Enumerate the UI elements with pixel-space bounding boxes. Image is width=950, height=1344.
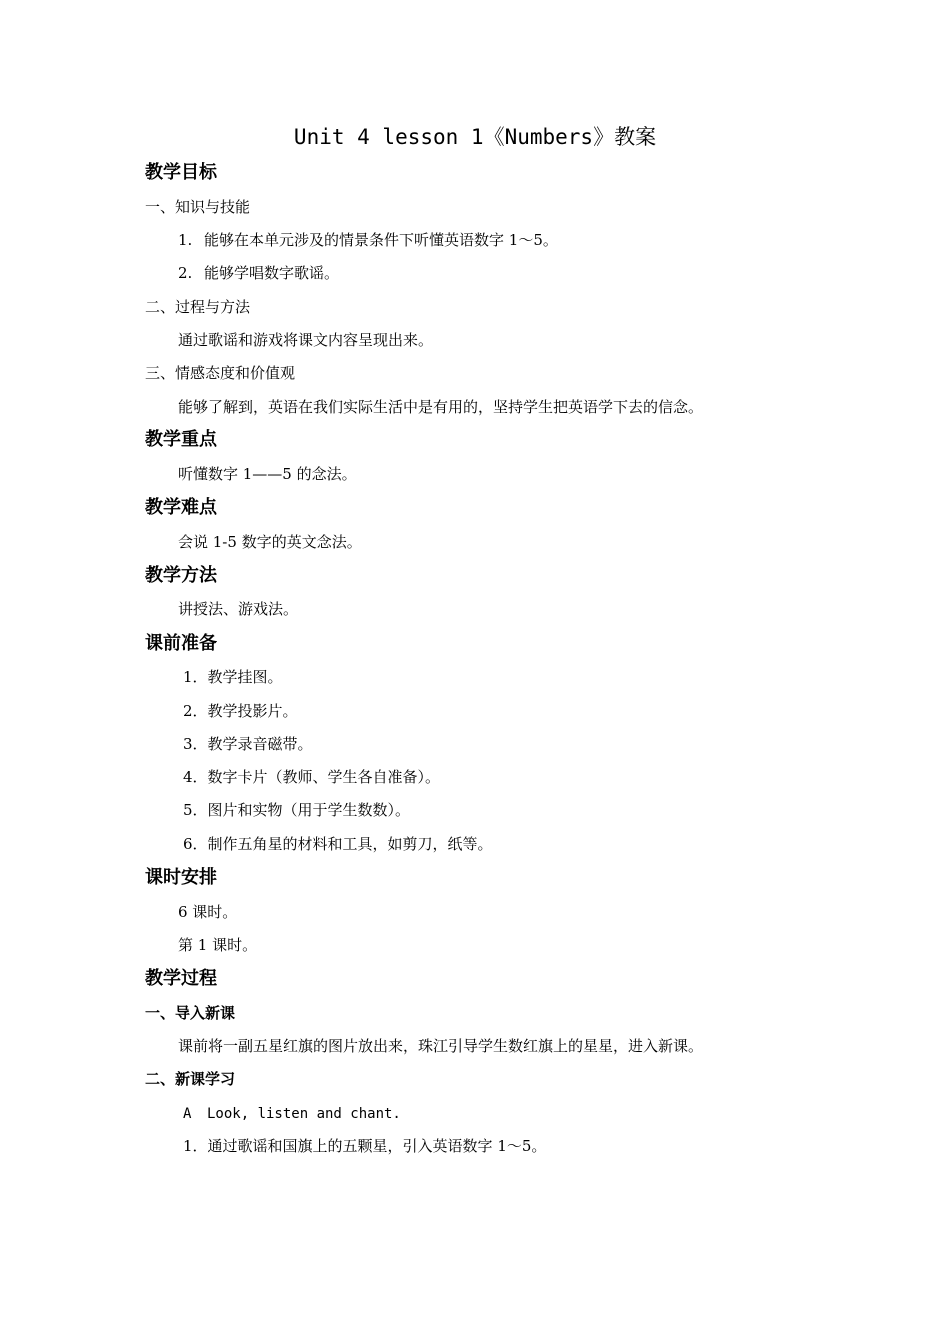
preparation-item-2: 2．教学投影片。 xyxy=(183,702,298,720)
process-section-2-item-1: 1．通过歌谣和国旗上的五颗星，引入英语数字 1～5。 xyxy=(183,1137,547,1155)
process-section-2-a xyxy=(183,1102,401,1125)
heading-process: 教学过程 xyxy=(145,968,217,989)
objectives-part2: 二、过程与方法 xyxy=(145,298,251,316)
preparation-item-4: 4．数字卡片（教师、学生各自准备）。 xyxy=(183,768,441,786)
document-title: Unit 4 lesson 1《Numbers》教案 xyxy=(293,125,657,149)
heading-difficulties: 教学难点 xyxy=(145,497,217,518)
process-section-2: 二、新课学习 xyxy=(145,1070,236,1088)
difficulties-text: 会说 1-5 数字的英文念法。 xyxy=(178,533,362,551)
objective-item-2-text: 能够学唱数字歌谣。 xyxy=(204,264,340,282)
schedule-line-2: 第 1 课时。 xyxy=(178,936,258,954)
objectives-part2-text: 通过歌谣和游戏将课文内容呈现出来。 xyxy=(178,331,434,349)
process-section-2-a-text: Look, listen and chant. xyxy=(207,1106,401,1122)
objective-item-1-text: 能够在本单元涉及的情景条件下听懂英语数字 1～5。 xyxy=(204,231,558,249)
preparation-item-6: 6．制作五角星的材料和工具，如剪刀，纸等。 xyxy=(183,835,493,853)
preparation-item-3: 3．教学录音磁带。 xyxy=(183,735,313,753)
heading-preparation: 课前准备 xyxy=(145,633,217,654)
process-section-1: 一、导入新课 xyxy=(145,1004,236,1022)
key-points-text: 听懂数字 1——5 的念法。 xyxy=(178,465,357,483)
preparation-item-1: 1．教学挂图。 xyxy=(183,668,283,686)
objective-item-2-number: 2. xyxy=(178,264,193,282)
objective-item-2 xyxy=(178,262,339,284)
objectives-part3-text: 能够了解到，英语在我们实际生活中是有用的，坚持学生把英语学下去的信念。 xyxy=(178,398,704,416)
preparation-item-5: 5．图片和实物（用于学生数数）。 xyxy=(183,801,411,819)
heading-methods: 教学方法 xyxy=(145,565,217,586)
schedule-line-1: 6 课时。 xyxy=(178,903,238,921)
objective-item-1 xyxy=(178,229,558,251)
heading-schedule: 课时安排 xyxy=(145,867,217,888)
heading-objectives: 教学目标 xyxy=(145,162,217,183)
process-section-2-a-label: A xyxy=(183,1106,192,1122)
objective-item-1-number: 1. xyxy=(178,231,193,249)
process-section-1-text: 课前将一副五星红旗的图片放出来，珠江引导学生数红旗上的星星，进入新课。 xyxy=(178,1037,704,1055)
heading-key-points: 教学重点 xyxy=(145,429,217,450)
objectives-part1: 一、知识与技能 xyxy=(145,198,251,216)
methods-text: 讲授法、游戏法。 xyxy=(178,600,299,618)
objectives-part3: 三、情感态度和价值观 xyxy=(145,364,296,382)
